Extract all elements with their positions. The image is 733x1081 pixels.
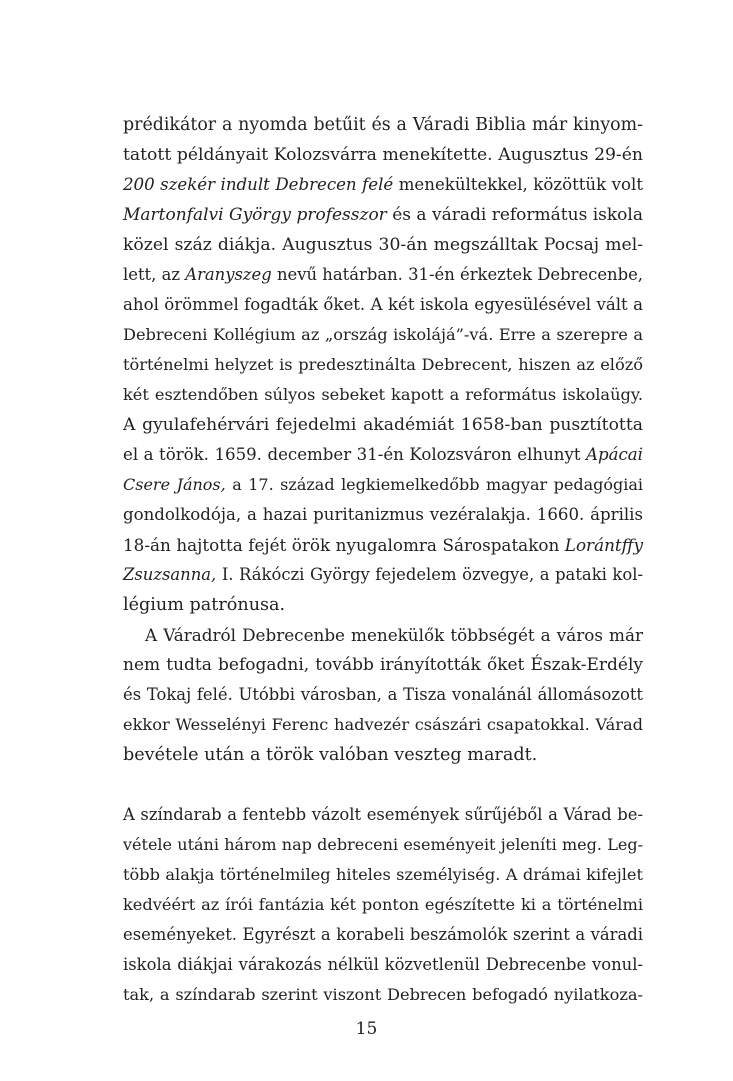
text-span: légium patrónusa.	[123, 595, 286, 615]
text-span: el a török. 1659. december 31-én Kolozsváron elhunyt	[123, 445, 586, 464]
text-span: prédikátor a nyomda betűit és a Váradi Biblia már kinyom-	[123, 115, 643, 135]
text-line	[123, 560, 643, 590]
text-span: tatott példányait Kolozsvárra menekítette. Augusztus 29-én	[123, 145, 643, 165]
italic-text: 200 szekér indult Debrecen felé	[123, 175, 394, 194]
text-span: vétele utáni három nap debreceni eseményeit jeleníti meg. Leg-	[123, 835, 643, 854]
text-line	[123, 140, 643, 170]
text-line	[123, 650, 643, 680]
text-span: I. Rákóczi György fejedelem özvegye, a pataki kol-	[216, 565, 643, 584]
text-line	[123, 920, 643, 950]
italic-text: Apácai	[586, 445, 643, 464]
text-span: ahol örömmel fogadták őket. A két iskola egyesülésével vált a	[123, 295, 643, 314]
text-line	[123, 410, 643, 440]
text-line	[123, 170, 643, 200]
text-line	[123, 320, 643, 350]
text-span: menekültekkel, közöttük volt	[393, 175, 643, 194]
text-line	[123, 710, 643, 740]
text-line	[123, 890, 643, 920]
text-span: Debreceni Kollégium az „ország iskolájá”-vá. Erre a szerepre a	[123, 325, 643, 344]
text-line	[123, 620, 643, 650]
text-span: eseményeket. Egyrészt a korabeli beszámolók szerint a váradi	[123, 925, 643, 944]
italic-text: Csere János,	[123, 475, 226, 494]
text-span: két esztendőben súlyos sebeket kapott a református iskolaügy.	[123, 385, 643, 404]
text-line	[123, 950, 643, 980]
text-line	[123, 380, 643, 410]
text-line	[123, 680, 643, 710]
text-span: kedvéért az írói fantázia két ponton egészítette ki a történelmi	[123, 895, 643, 914]
text-line	[123, 230, 643, 260]
text-line	[123, 530, 643, 560]
text-span: A színdarab a fentebb vázolt események sűrűjéből a Várad be-	[123, 805, 643, 824]
body-text	[123, 110, 643, 1010]
text-line	[123, 200, 643, 230]
text-line	[123, 110, 643, 140]
text-span: és Tokaj felé. Utóbbi városban, a Tisza vonalánál állomásozott	[123, 685, 643, 704]
text-line	[123, 470, 643, 500]
text-span: lett, az	[123, 265, 186, 284]
text-span: ekkor Wesselényi Ferenc hadvezér császári csapatokkal. Várad	[123, 715, 643, 734]
italic-text: Martonfalvi György professzor	[123, 205, 387, 225]
text-span: A gyulafehérvári fejedelmi akadémiát 1658-ban pusztította	[123, 415, 643, 435]
text-line	[123, 830, 643, 860]
text-span: gondolkodója, a hazai puritanizmus vezéralakja. 1660. április	[123, 505, 643, 524]
text-span: történelmi helyzet is predesztinálta Debrecent, hiszen az előző	[123, 355, 643, 374]
text-span: a 17. század legkiemelkedőbb magyar pedagógiai	[225, 475, 643, 494]
text-line	[123, 800, 643, 830]
text-span: több alakja történelmileg hiteles személyiség. A drámai kifejlet	[123, 865, 643, 884]
text-span: iskola diákjai várakozás nélkül közvetlenül Debrecenbe vonul-	[123, 955, 643, 974]
italic-text: Aranyszeg	[185, 265, 272, 284]
text-span: A Váradról Debrecenbe menekülők többségét a város már	[145, 625, 643, 645]
text-line	[123, 590, 643, 620]
text-line	[123, 440, 643, 470]
text-line	[123, 290, 643, 320]
paragraph-2	[123, 620, 643, 770]
text-line	[123, 860, 643, 890]
text-line	[123, 260, 643, 290]
italic-text: Zsuzsanna,	[123, 565, 217, 584]
section-spacer	[123, 770, 643, 800]
text-line	[123, 500, 643, 530]
text-line	[123, 740, 643, 770]
paragraph-3	[123, 800, 643, 1010]
text-span: nem tudta befogadni, tovább irányították őket Észak-Erdély	[123, 655, 643, 675]
text-span: tak, a színdarab szerint viszont Debrecen befogadó nyilatkoza-	[123, 985, 643, 1004]
text-span: nevű határban. 31-én érkeztek Debrecenbe,	[271, 265, 643, 284]
text-span: közel száz diákja. Augusztus 30-án megszálltak Pocsaj mel-	[123, 235, 643, 255]
italic-text: Lorántffy	[564, 535, 643, 555]
text-line	[123, 350, 643, 380]
paragraph-1	[123, 110, 643, 620]
text-span: bevétele után a török valóban veszteg maradt.	[123, 745, 538, 765]
text-span: és a váradi református iskola	[386, 205, 643, 225]
page-number: 15	[355, 1019, 378, 1039]
text-span: 18-án hajtotta fejét örök nyugalomra Sárospatakon	[123, 535, 565, 555]
text-line	[123, 980, 643, 1010]
